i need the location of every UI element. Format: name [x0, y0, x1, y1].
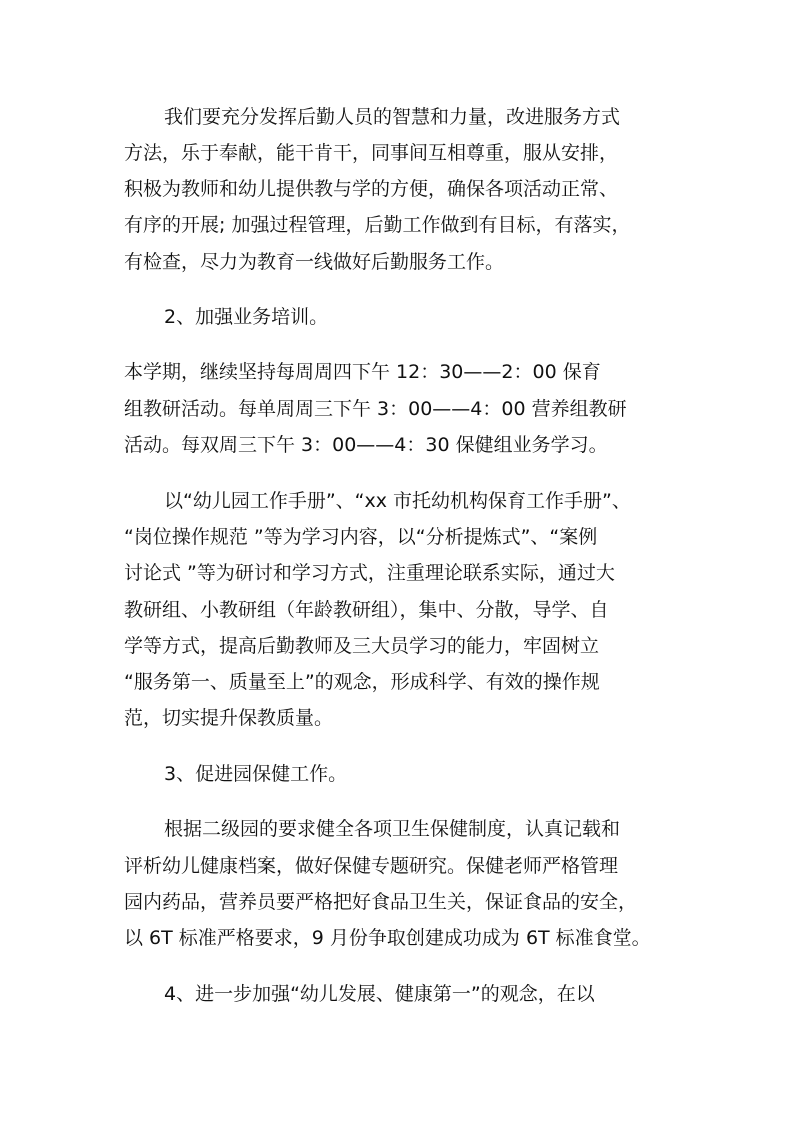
- text-line-7: 本学期，继续坚持每周周四下午 12：30——2：00 保育: [124, 361, 601, 383]
- text-line-5: 有检查，尽力为教育一线做好后勤服务工作。: [124, 251, 505, 273]
- section-heading-4: 4、进一步加强“幼儿发展、健康第一”的观念，在以: [164, 983, 595, 1005]
- section-heading-3: 3、促进园保健工作。: [164, 763, 348, 785]
- text-line-9: 活动。每双周三下午 3：00——4：30 保健组业务学习。: [124, 434, 608, 456]
- text-line-21: 以 6T 标准严格要求，9 月份争取创建成功成为 6T 标准食堂。: [124, 927, 651, 949]
- text-line-12: 讨论式 ”等为研讨和学习方式，注重理论联系实际，通过大: [124, 562, 615, 584]
- section-heading-2: 2、加强业务培训。: [164, 306, 329, 328]
- text-line-15: “服务第一、质量至上”的观念，形成科学、有效的操作规: [124, 671, 600, 693]
- text-line-4: 有序的开展; 加强过程管理，后勤工作做到有目标，有落实，: [124, 214, 631, 236]
- text-line-13: 教研组、小教研组（年龄教研组），集中、分散，导学、自: [124, 599, 609, 621]
- text-line-20: 园内药品，营养员要严格把好食品卫生关，保证食品的安全，: [124, 891, 638, 913]
- text-line-3: 积极为教师和幼儿提供教与学的方便，确保各项活动正常、: [124, 178, 619, 200]
- text-line-14: 学等方式，提高后勤教师及三大员学习的能力，牢固树立: [124, 635, 600, 657]
- text-line-1: 我们要充分发挥后勤人员的智慧和力量，改进服务方式: [164, 106, 621, 128]
- text-line-11: “岗位操作规范 ”等为学习内容，以“分析提炼式”、“案例: [124, 526, 598, 548]
- text-line-18: 根据二级园的要求健全各项卫生保健制度，认真记载和: [164, 818, 621, 840]
- text-line-8: 组教研活动。每单周周三下午 3：00——4：00 营养组教研: [124, 398, 627, 420]
- text-line-10: 以“幼儿园工作手册”、“xx 市托幼机构保育工作手册”、: [164, 490, 631, 512]
- text-line-2: 方法，乐于奉献，能干肯干，同事间互相尊重，服从安排，: [124, 142, 619, 164]
- text-line-19: 评析幼儿健康档案，做好保健专题研究。保健老师严格管理: [124, 855, 619, 877]
- text-line-16: 范，切实提升保教质量。: [124, 707, 334, 729]
